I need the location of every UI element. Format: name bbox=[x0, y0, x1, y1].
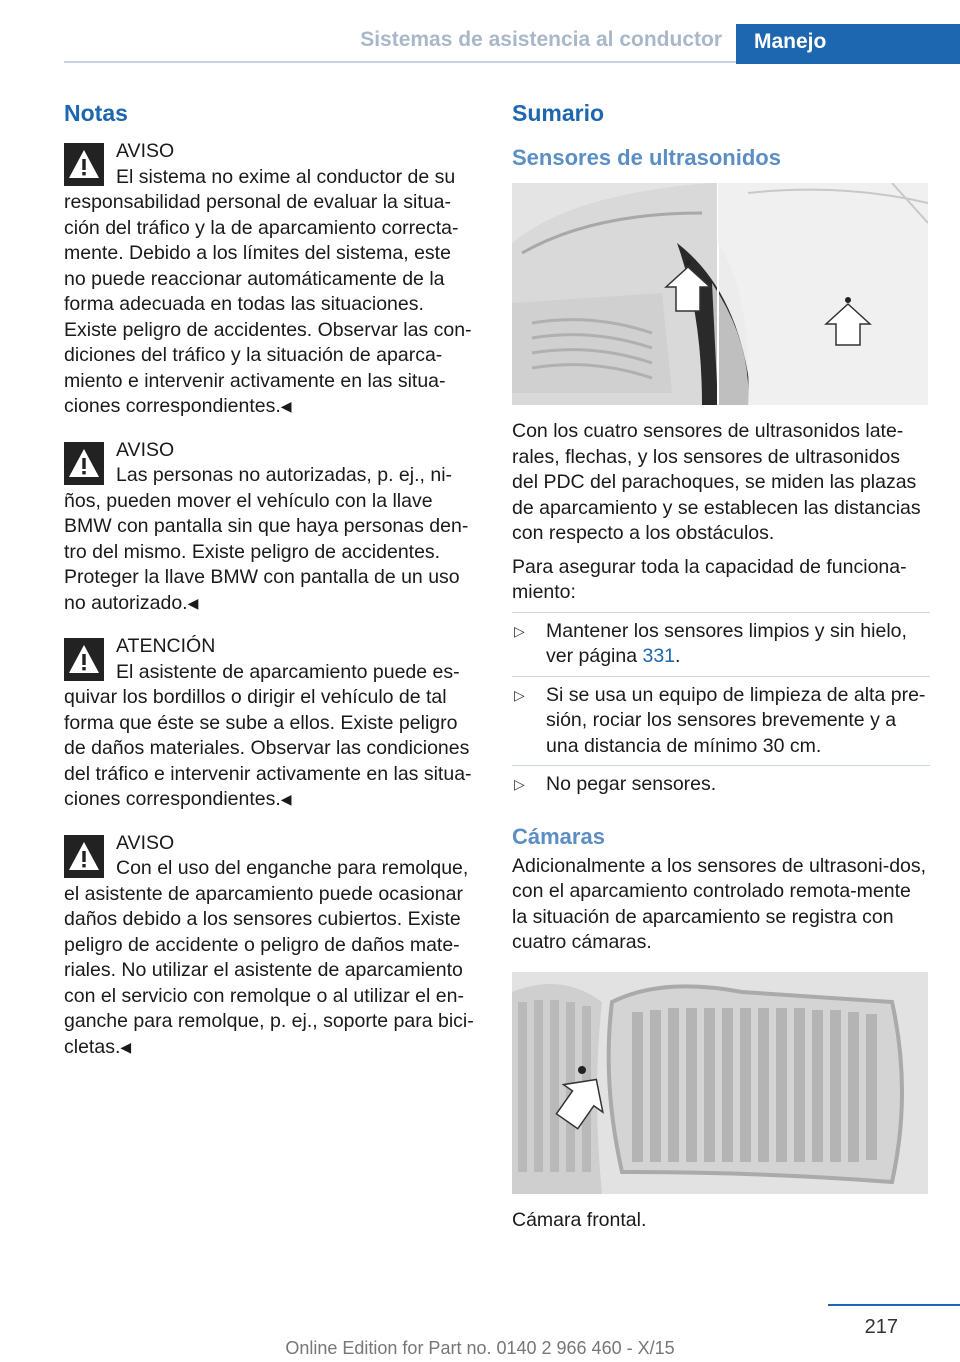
cameras-description: Adicionalmente a los sensores de ultrasoni‐dos, con el aparcamiento controlado remota‐mente la situación de aparcamiento se registra con cuatro cámaras. bbox=[512, 854, 927, 953]
list-marker-icon: ▷ bbox=[514, 686, 525, 703]
end-mark: ◀ bbox=[120, 1038, 132, 1055]
edition-note: Online Edition for Part no. 0140 2 966 460 - X/15 bbox=[285, 1338, 675, 1358]
warning-triangle-icon bbox=[64, 442, 104, 485]
summary-heading: Sumario bbox=[512, 100, 605, 126]
warning-kind: AVISO bbox=[116, 438, 175, 461]
warning-block bbox=[64, 139, 478, 420]
caution-kind: ATENCIÓN bbox=[116, 635, 216, 657]
list-marker-icon: ▷ bbox=[514, 776, 525, 792]
ultrasonic-description: Con los cuatro sensores de ultrasonidos late‐rales, flechas, y los sensores de ultrasonidos del PDC del parachoques, se miden las plazas de aparcamiento y se establecen las distancias con respecto a los obstáculos. bbox=[512, 420, 921, 544]
footer-rule bbox=[828, 1304, 960, 1306]
list-marker-icon: ▷ bbox=[514, 622, 525, 639]
page-number: 217 bbox=[864, 1316, 898, 1338]
warning-text: El sistema no exime al conductor de su responsabilidad personal de evaluar la situa‐ción del tráfico y la de aparcamiento correcta‐mente. Debido a los límites del sistema, este no puede reaccionar automáticamente de la forma adecuada en todas las situaciones. Existe peligro de accidentes. Observar las con‐diciones del tráfico y la situación de aparca‐miento e intervenir activamente en las situa‐ciones correspondientes. bbox=[64, 165, 472, 417]
list-item bbox=[512, 683, 930, 760]
warning-block bbox=[64, 438, 478, 617]
operation-intro: Para asegurar toda la capacidad de funciona‐miento: bbox=[512, 555, 907, 603]
notes-heading: Notas bbox=[64, 100, 128, 126]
list-item-text: Si se usa un equipo de limpieza de alta pre‐sión, rociar los sensores brevemente y a una distancia de mínimo 30 cm. bbox=[546, 683, 926, 757]
ultrasonic-sensors-heading: Sensores de ultrasonidos bbox=[512, 145, 781, 170]
list-item bbox=[512, 619, 930, 670]
end-mark: ◀ bbox=[280, 791, 292, 807]
list-item-text: Mantener los sensores limpios y sin hielo, ver página bbox=[546, 619, 907, 667]
warning-block bbox=[64, 831, 478, 1061]
header-section-title: Sistemas de asistencia al conductor bbox=[360, 28, 722, 51]
list-item bbox=[512, 772, 930, 798]
header-chapter-label: Manejo bbox=[754, 30, 827, 53]
right-column bbox=[512, 100, 930, 1233]
warning-triangle-icon bbox=[64, 143, 104, 186]
end-mark: ◀ bbox=[280, 398, 292, 414]
list-divider bbox=[512, 612, 930, 613]
warning-kind: AVISO bbox=[116, 140, 175, 162]
caution-text: El asistente de aparcamiento puede es‐quivar los bordillos o dirigir el vehículo de tal forma que éste se sube a ellos. Existe peligro de daños materiales. Observar las condiciones del tráfico e intervenir activamente en las situa‐ciones correspondientes. bbox=[64, 660, 472, 810]
warning-text: Las personas no autorizadas, p. ej., ni‐ños, pueden mover el vehículo con la llave BMW con pantalla sin que haya personas den‐tro del mismo. Existe peligro de accidentes. Proteger la llave BMW con pantalla de un uso no autorizado. bbox=[64, 464, 469, 614]
left-column bbox=[64, 100, 478, 1060]
front-camera-illustration bbox=[512, 972, 928, 1194]
list-divider bbox=[512, 676, 930, 677]
header-chapter-tab bbox=[736, 24, 960, 64]
end-mark: ◀ bbox=[187, 594, 199, 611]
page-link[interactable]: 331 bbox=[642, 645, 676, 667]
warning-text: Con el uso del enganche para remolque, el asistente de aparcamiento puede ocasionar daños debido a los sensores cubiertos. Existe peligro de accidente o peligro de daños mate‐riales. No utilizar el asistente de aparcamiento con el servicio con remolque o al utilizar el en‐ganche para remolque, p. ej., soporte para bici‐cletas. bbox=[64, 857, 474, 1058]
ultrasonic-sensors-illustration bbox=[512, 183, 928, 405]
cameras-heading: Cámaras bbox=[512, 823, 605, 849]
caution-triangle-icon bbox=[64, 638, 104, 681]
caution-block bbox=[64, 634, 478, 813]
warning-triangle-icon bbox=[64, 835, 104, 878]
front-camera-caption: Cámara frontal. bbox=[512, 1208, 647, 1231]
list-divider bbox=[512, 765, 930, 766]
list-item-text: No pegar sensores. bbox=[546, 773, 717, 795]
list-item-suffix: . bbox=[675, 645, 681, 667]
warning-kind: AVISO bbox=[116, 831, 175, 854]
